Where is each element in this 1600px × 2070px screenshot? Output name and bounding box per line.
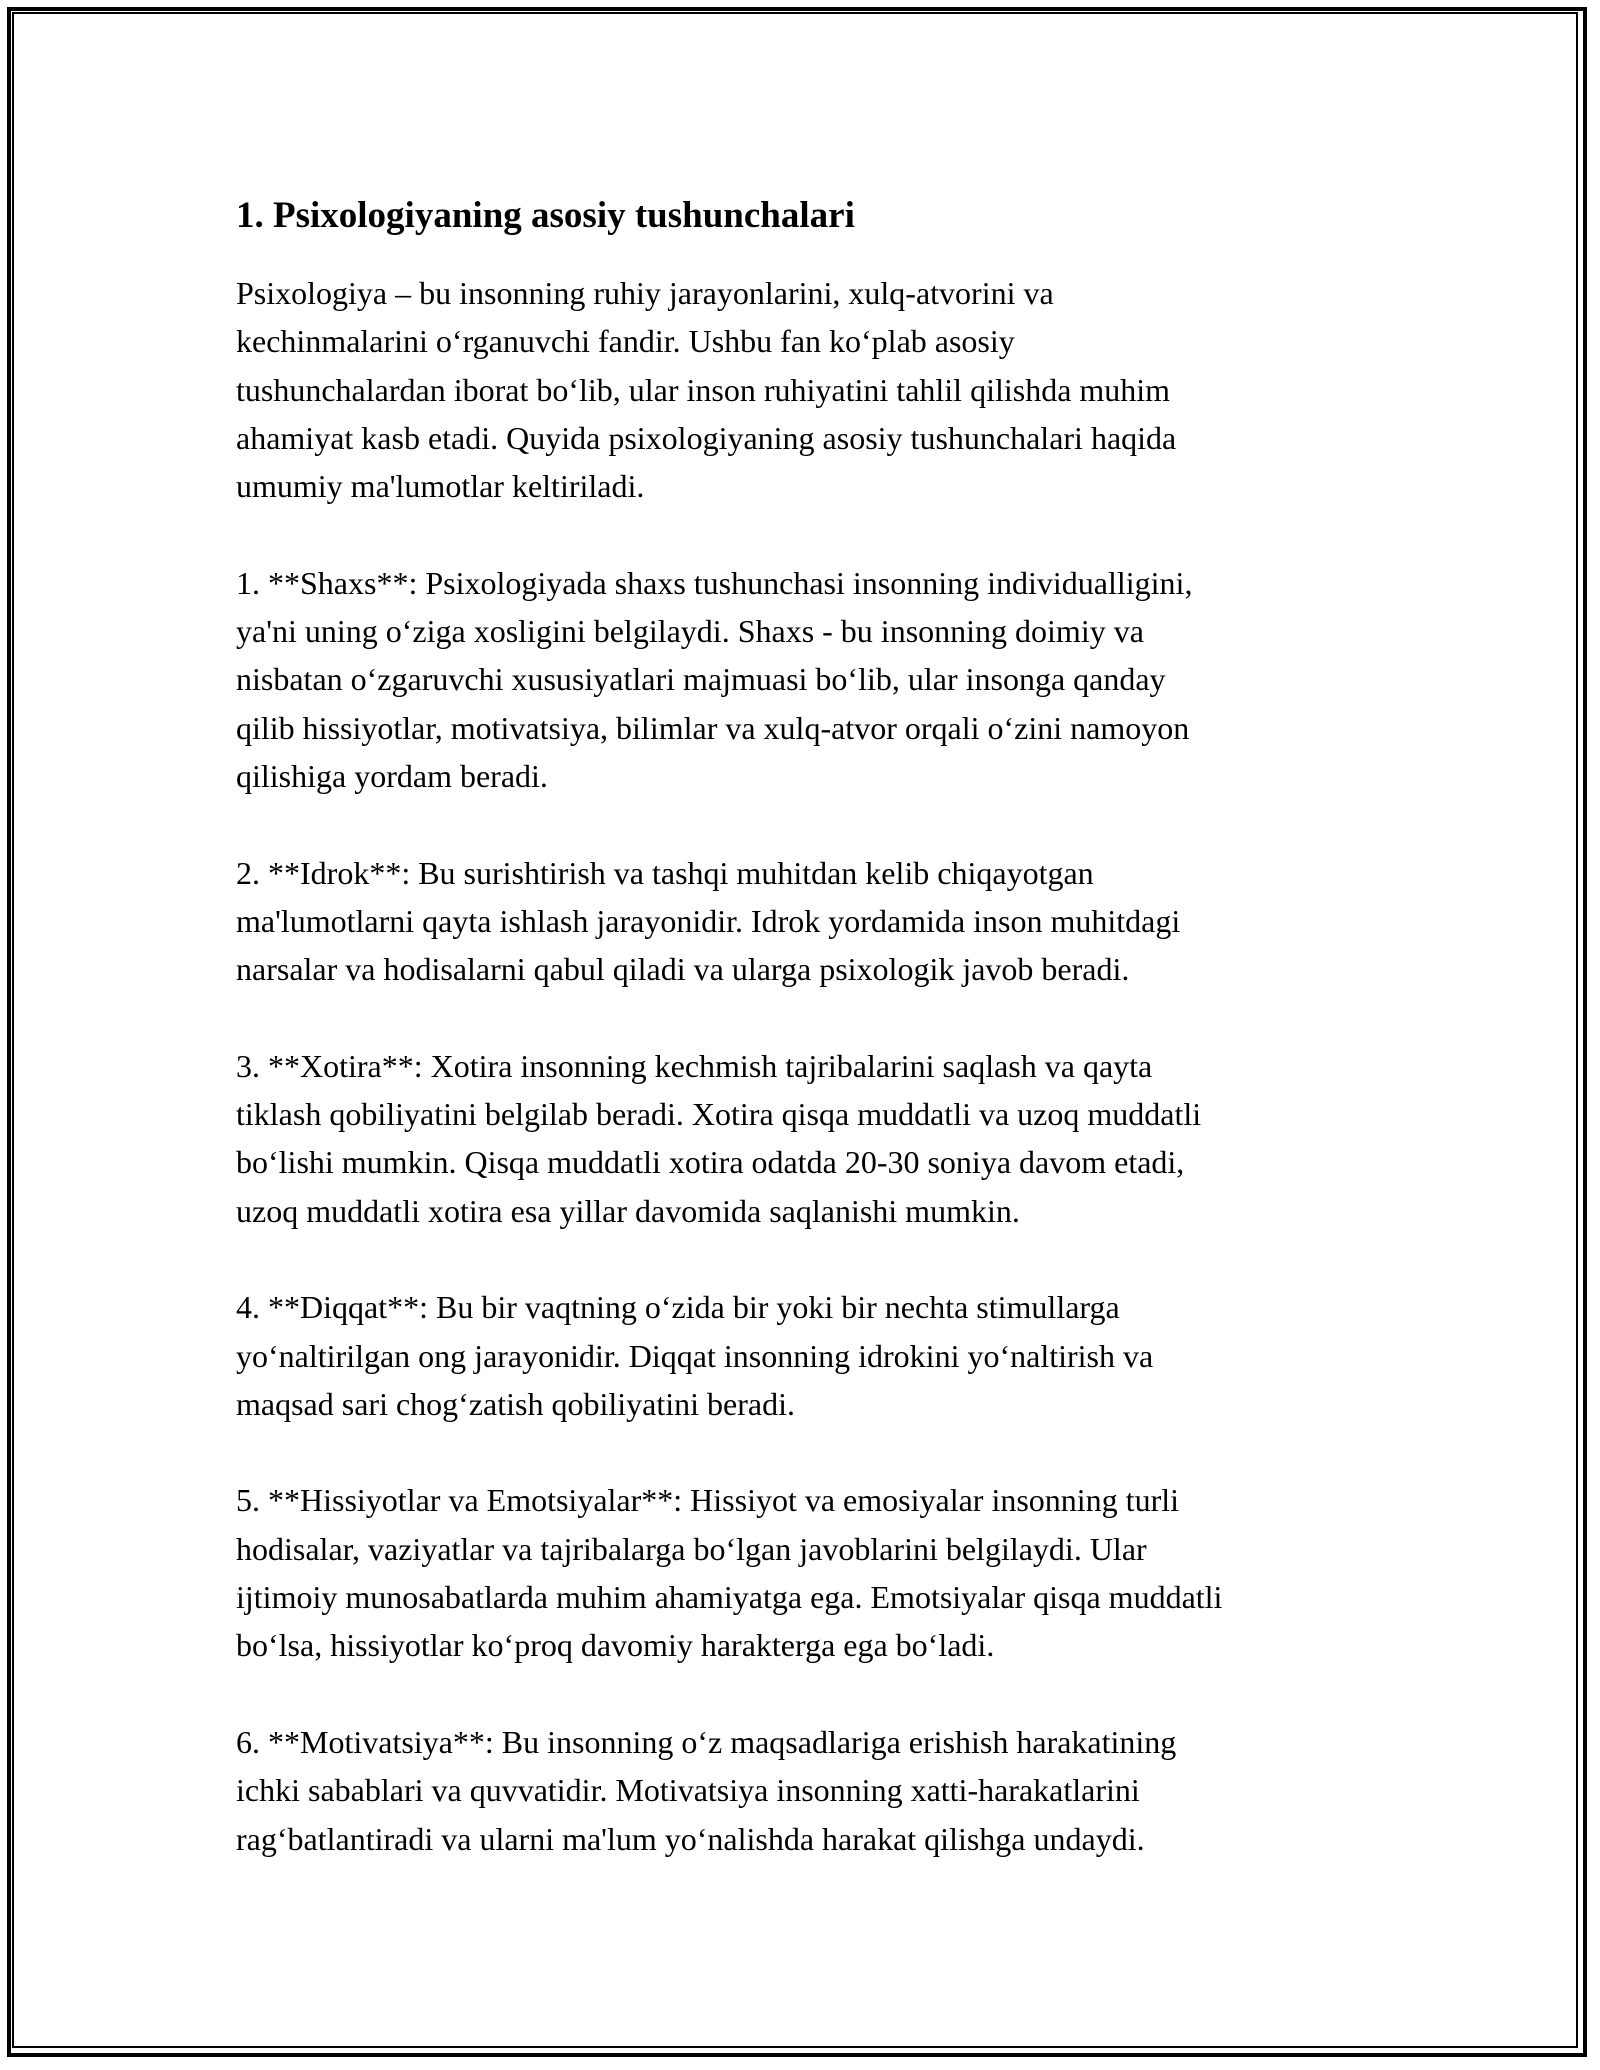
text-line: maqsad sari chog‘zatish qobiliyatini beradi. bbox=[236, 1385, 795, 1422]
text-line: ya'ni uning o‘ziga xosligini belgilaydi. Shaxs - bu insonning doimiy va bbox=[236, 613, 1144, 650]
text-line: rag‘batlantiradi va ularni ma'lum yo‘nalishda harakat qilishga undaydi. bbox=[236, 1820, 1145, 1857]
text-line: qilishiga yordam beradi. bbox=[236, 757, 548, 794]
text-line: 1. **Shaxs**: Psixologiyada shaxs tushunchasi insonning individualligini, bbox=[236, 564, 1193, 601]
item-xotira-paragraph bbox=[236, 1042, 1376, 1235]
text-line: narsalar va hodisalarni qabul qiladi va ularga psixologik javob beradi. bbox=[236, 951, 1130, 988]
text-line: ahamiyat kasb etadi. Quyida psixologiyaning asosiy tushunchalari haqida bbox=[236, 419, 1177, 456]
text-line: uzoq muddatli xotira esa yillar davomida saqlanishi mumkin. bbox=[236, 1192, 1020, 1229]
item-motivatsiya-paragraph bbox=[236, 1718, 1376, 1863]
text-line: qilib hissiyotlar, motivatsiya, bilimlar va xulq-atvor orqali o‘zini namoyon bbox=[236, 709, 1190, 746]
item-shaxs-paragraph bbox=[236, 559, 1376, 800]
document-title: 1. Psixologiyaning asosiy tushunchalari bbox=[236, 195, 855, 236]
text-line: hodisalar, vaziyatlar va tajribalarga bo‘lgan javoblarini belgilaydi. Ular bbox=[236, 1530, 1147, 1567]
document-body bbox=[236, 185, 1376, 1911]
text-line: ichki sabablari va quvvatidir. Motivatsiya insonning xatti-harakatlarini bbox=[236, 1772, 1140, 1809]
item-diqqat-paragraph bbox=[236, 1283, 1376, 1428]
text-line: ijtimoiy munosabatlarda muhim ahamiyatga ega. Emotsiyalar qisqa muddatli bbox=[236, 1579, 1223, 1616]
text-line: umumiy ma'lumotlar keltiriladi. bbox=[236, 468, 645, 505]
text-line: yo‘naltirilgan ong jarayonidir. Diqqat insonning idrokini yo‘naltirish va bbox=[236, 1337, 1154, 1374]
intro-paragraph bbox=[236, 269, 1376, 510]
text-line: nisbatan o‘zgaruvchi xususiyatlari majmuasi bo‘lib, ular insonga qanday bbox=[236, 661, 1166, 698]
item-hissiyotlar-paragraph bbox=[236, 1476, 1376, 1669]
text-line: 3. **Xotira**: Xotira insonning kechmish tajribalarini saqlash va qayta bbox=[236, 1047, 1153, 1084]
text-line: kechinmalarini o‘rganuvchi fandir. Ushbu fan ko‘plab asosiy bbox=[236, 323, 1015, 360]
text-line: ma'lumotlarni qayta ishlash jarayonidir. Idrok yordamida inson muhitdagi bbox=[236, 902, 1181, 939]
text-line: 4. **Diqqat**: Bu bir vaqtning o‘zida bir yoki bir nechta stimullarga bbox=[236, 1289, 1120, 1326]
text-line: 2. **Idrok**: Bu surishtirish va tashqi muhitdan kelib chiqayotgan bbox=[236, 854, 1094, 891]
text-line: Psixologiya – bu insonning ruhiy jarayonlarini, xulq-atvorini va bbox=[236, 275, 1054, 311]
text-line: tushunchalardan iborat bo‘lib, ular inson ruhiyatini tahlil qilishda muhim bbox=[236, 371, 1171, 408]
text-line: 5. **Hissiyotlar va Emotsiyalar**: Hissiyot va emosiyalar insonning turli bbox=[236, 1482, 1179, 1519]
text-line: bo‘lsa, hissiyotlar ko‘proq davomiy harakterga ega bo‘ladi. bbox=[236, 1627, 995, 1664]
text-line: tiklash qobiliyatini belgilab beradi. Xotira qisqa muddatli va uzoq muddatli bbox=[236, 1096, 1202, 1133]
text-line: 6. **Motivatsiya**: Bu insonning o‘z maqsadlariga erishish harakatining bbox=[236, 1723, 1177, 1760]
item-idrok-paragraph bbox=[236, 849, 1376, 994]
text-line: bo‘lishi mumkin. Qisqa muddatli xotira odatda 20-30 soniya davom etadi, bbox=[236, 1144, 1185, 1181]
